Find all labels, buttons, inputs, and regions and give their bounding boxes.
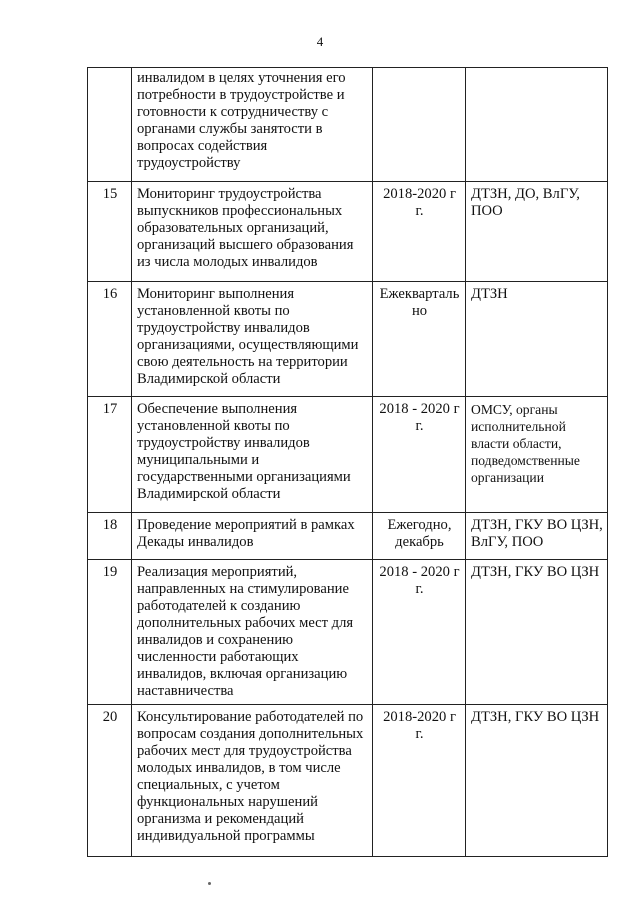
row-number: 20 — [88, 705, 132, 857]
table-row — [88, 68, 608, 182]
table-row — [88, 705, 608, 857]
row-action: Мониторинг выполнения установленной квоты по трудоустройству инвалидов организациями, осуществляющими свою деятельность на территории Владимирской области — [132, 282, 373, 397]
activities-table — [87, 67, 608, 857]
row-term: 2018 - 2020 г г. — [373, 397, 466, 513]
row-term: 2018-2020 г г. — [373, 705, 466, 857]
row-action: Реализация мероприятий, направленных на стимулирование работодателей к созданию дополнительных рабочих мест для инвалидов и сохранению численности работающих инвалидов, включая организацию наставничества — [132, 560, 373, 705]
row-executors: ДТЗН — [466, 282, 608, 397]
row-action: инвалидом в целях уточнения его потребности в трудоустройстве и готовности к сотрудничеству с органами службы занятости в вопросах содействия трудоустройству — [132, 68, 373, 182]
row-term: Ежегодно, декабрь — [373, 513, 466, 560]
row-term: 2018 - 2020 г г. — [373, 560, 466, 705]
row-number: 16 — [88, 282, 132, 397]
page-number: 4 — [316, 34, 324, 49]
row-number: 17 — [88, 397, 132, 513]
row-action: Мониторинг трудоустройства выпускников профессиональных образовательных организаций, организаций высшего образования из числа молодых инвалидов — [132, 182, 373, 282]
row-executors: ДТЗН, ГКУ ВО ЦЗН, ВлГУ, ПОО — [466, 513, 608, 560]
row-executors: ОМСУ, органы исполнительной власти области, подведомственные организации — [466, 397, 608, 513]
row-number: 19 — [88, 560, 132, 705]
table-row — [88, 182, 608, 282]
table-row — [88, 513, 608, 560]
row-number: 18 — [88, 513, 132, 560]
row-term: 2018-2020 г г. — [373, 182, 466, 282]
row-number: 15 — [88, 182, 132, 282]
row-action: Консультирование работодателей по вопросам создания дополнительных рабочих мест для трудоустройства молодых инвалидов, в том числе специальных, с учетом функциональных нарушений организма и рекомендаций индивидуальной программы — [132, 705, 373, 857]
row-executors: ДТЗН, ГКУ ВО ЦЗН — [466, 560, 608, 705]
scan-speck — [208, 882, 211, 885]
row-term: Ежекварталь но — [373, 282, 466, 397]
table-row — [88, 282, 608, 397]
row-number — [88, 68, 132, 182]
row-action: Обеспечение выполнения установленной квоты по трудоустройству инвалидов муниципальными и государственными организациями Владимирской области — [132, 397, 373, 513]
row-executors: ДТЗН, ДО, ВлГУ, ПОО — [466, 182, 608, 282]
table-row — [88, 397, 608, 513]
row-executors — [466, 68, 608, 182]
row-executors: ДТЗН, ГКУ ВО ЦЗН — [466, 705, 608, 857]
row-term — [373, 68, 466, 182]
table-row — [88, 560, 608, 705]
row-action: Проведение мероприятий в рамках Декады инвалидов — [132, 513, 373, 560]
